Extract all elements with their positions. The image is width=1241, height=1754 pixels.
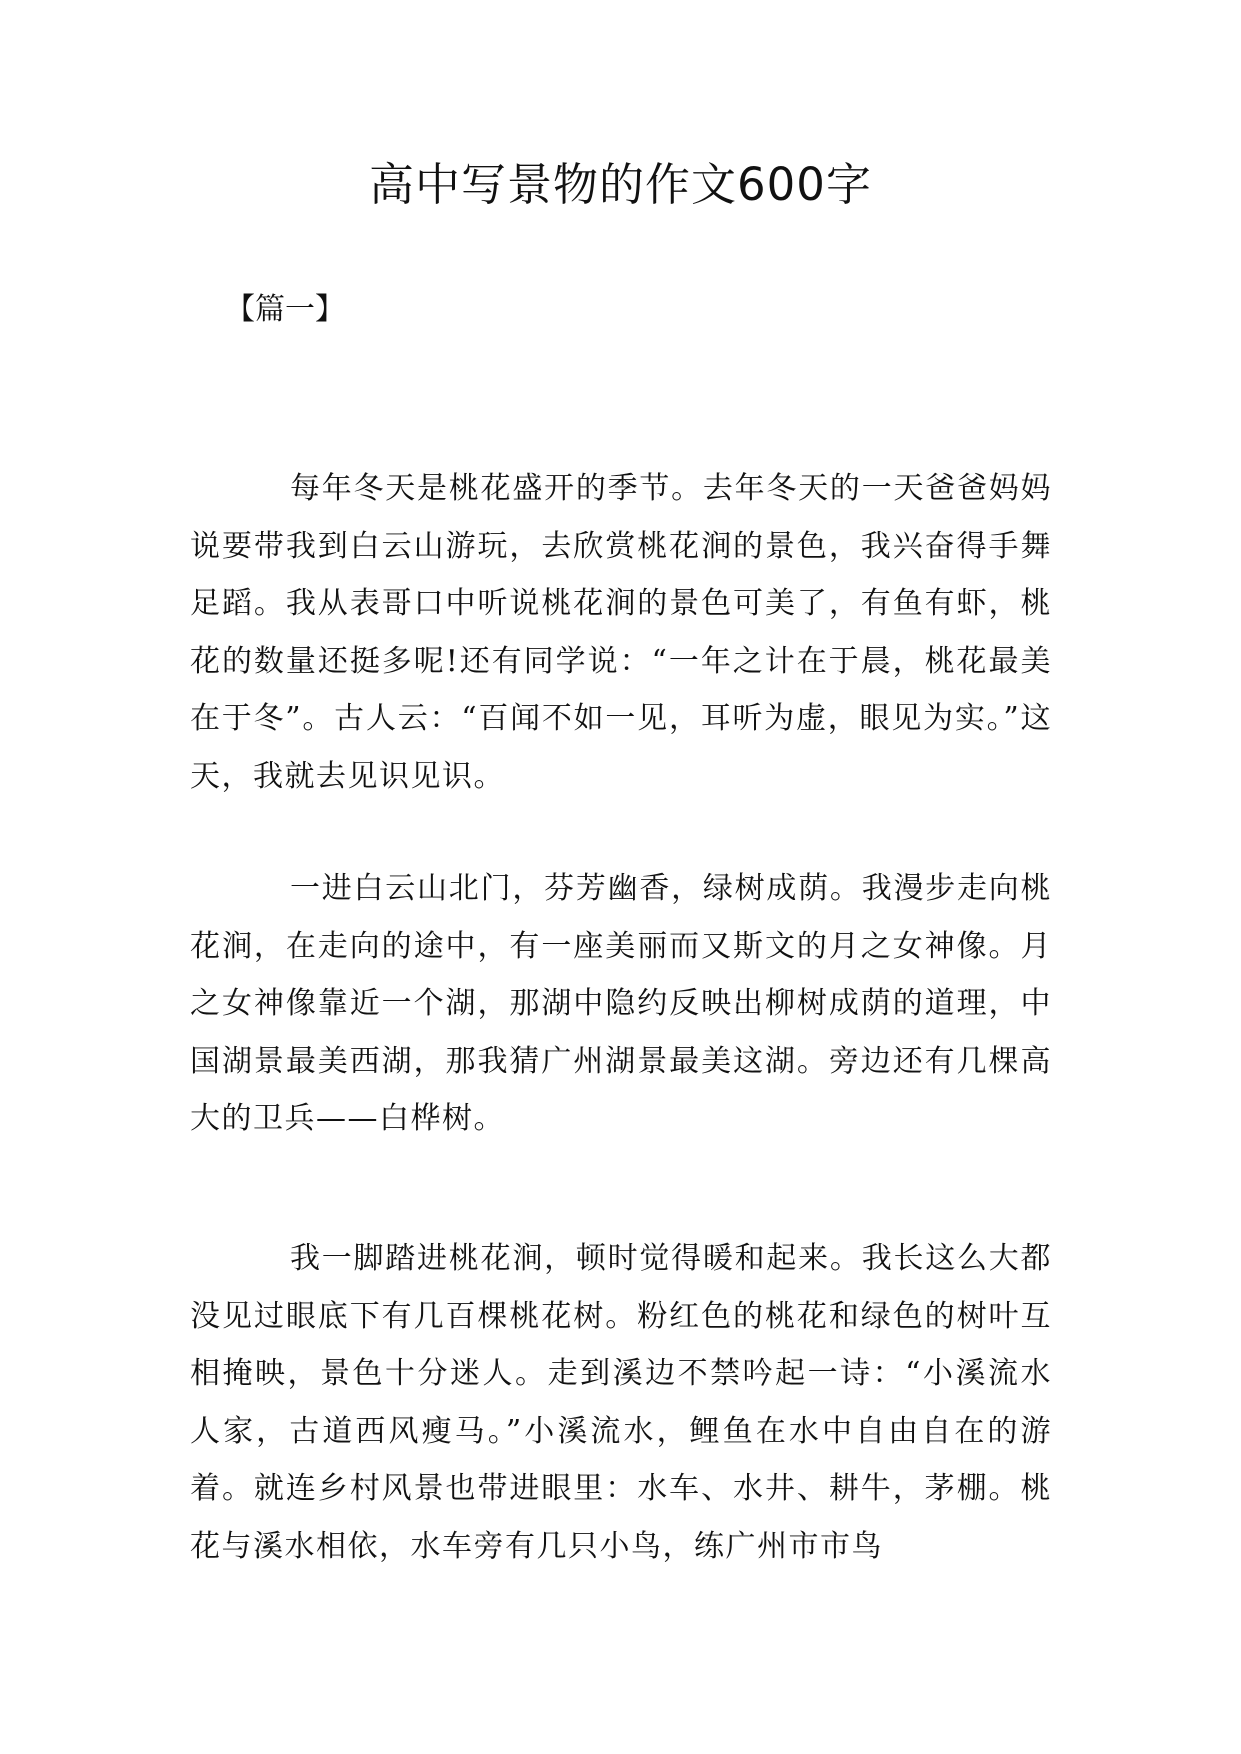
paragraph: 一进白云山北门，芬芳幽香，绿树成荫。我漫步走向桃花涧，在走向的途中，有一座美丽而又斯文的月之女神像。月之女神像靠近一个湖，那湖中隐约反映出柳树成荫的道理，中国湖景最美西湖，那我猜广州湖景最美这湖。旁边还有几棵高大的卫兵——白桦树。 [190,871,1052,1136]
paragraph-2-container [190,860,1052,1148]
document-title: 高中写景物的作文600字 [369,158,872,211]
paragraph: 每年冬天是桃花盛开的季节。去年冬天的一天爸爸妈妈说要带我到白云山游玩，去欣赏桃花涧的景色，我兴奋得手舞足蹈。我从表哥口中听说桃花涧的景色可美了，有鱼有虾，桃花的数量还挺多呢!还有同学说：“一年之计在于晨，桃花最美在于冬”。古人云：“百闻不如一见，耳听为虚，眼见为实。”这天，我就去见识见识。 [190,471,1052,794]
paragraph-1-container [190,460,1052,805]
paragraph-3-container [190,1230,1052,1575]
section-label: 【篇一】 [225,292,345,327]
paragraph: 我一脚踏进桃花涧，顿时觉得暖和起来。我长这么大都没见过眼底下有几百棵桃花树。粉红色的桃花和绿色的树叶互相掩映，景色十分迷人。走到溪边不禁吟起一诗：“小溪流水人家，古道西风瘦马。”小溪流水，鲤鱼在水中自由自在的游着。就连乡村风景也带进眼里：水车、水井、耕牛，茅棚。桃花与溪水相依，水车旁有几只小鸟，练广州市市鸟 [190,1241,1052,1564]
